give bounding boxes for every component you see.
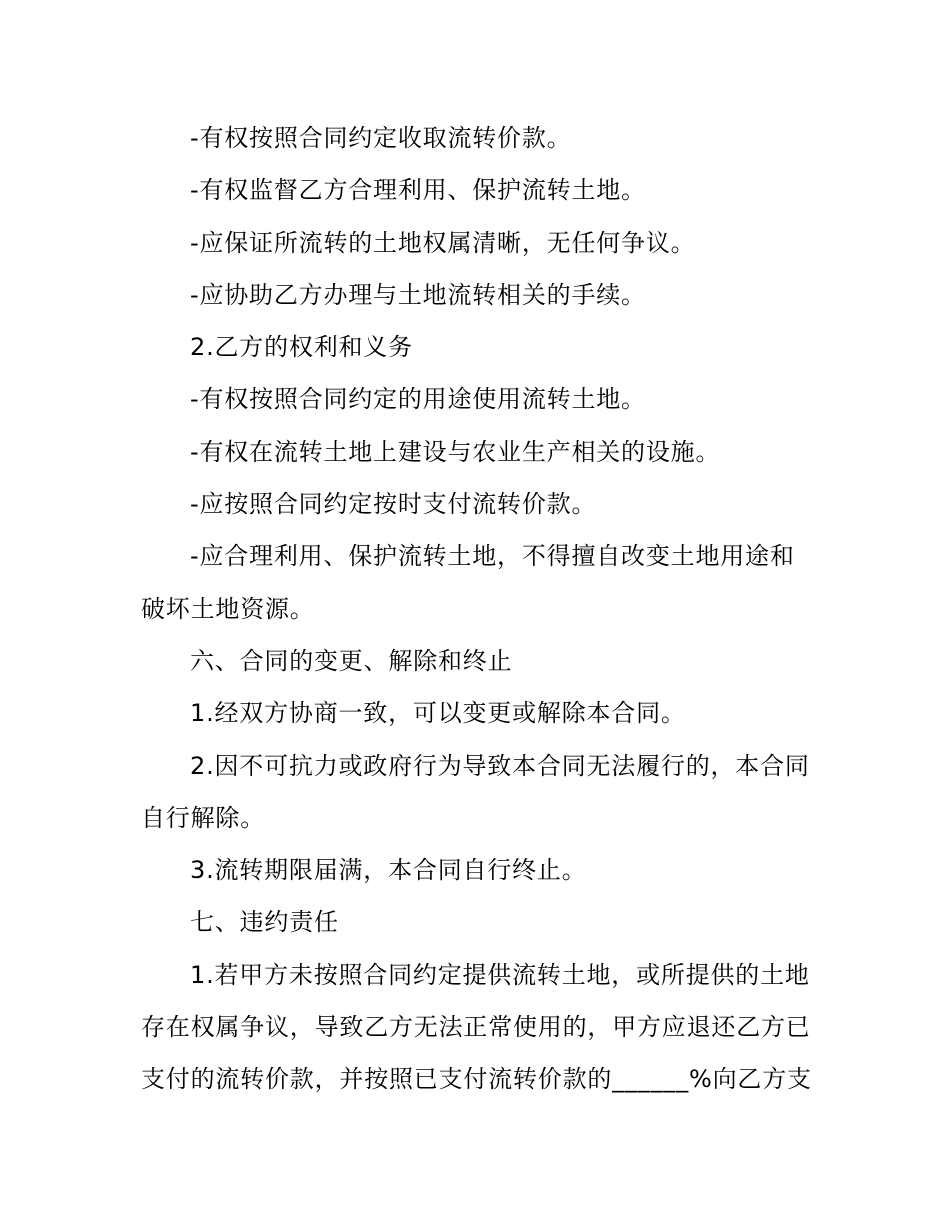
paragraph: -应协助乙方办理与土地流转相关的手续。 <box>190 280 646 309</box>
paragraph: 1.经双方协商一致，可以变更或解除本合同。 <box>190 699 686 728</box>
section-heading: 2.乙方的权利和义务 <box>190 333 413 362</box>
section-heading: 六、合同的变更、解除和终止 <box>190 646 513 675</box>
paragraph: -应保证所流转的土地权属清晰，无任何争议。 <box>190 228 696 257</box>
paragraph: 1.若甲方未按照合同约定提供流转土地，或所提供的土地存在权属争议，导致乙方无法正常使用的，甲方应退还乙方已支付的流转价款，并按照已支付流转价款的______%向乙方支 <box>141 960 812 1094</box>
paragraph: -有权在流转土地上建设与农业生产相关的设施。 <box>190 437 721 466</box>
paragraph: -应按照合同约定按时支付流转价款。 <box>190 490 597 519</box>
paragraph: -有权按照合同约定的用途使用流转土地。 <box>190 385 646 414</box>
paragraph: 2.因不可抗力或政府行为导致本合同无法履行的，本合同自行解除。 <box>141 751 810 832</box>
paragraph: -应合理利用、保护流转土地，不得擅自改变土地用途和破坏土地资源。 <box>141 542 795 623</box>
paragraph: -有权按照合同约定收取流转价款。 <box>190 124 572 152</box>
paragraph: -有权监督乙方合理利用、保护流转土地。 <box>190 176 646 205</box>
document-body <box>141 112 815 1106</box>
section-heading: 七、违约责任 <box>190 908 339 937</box>
paragraph: 3.流转期限届满，本合同自行终止。 <box>190 856 587 885</box>
